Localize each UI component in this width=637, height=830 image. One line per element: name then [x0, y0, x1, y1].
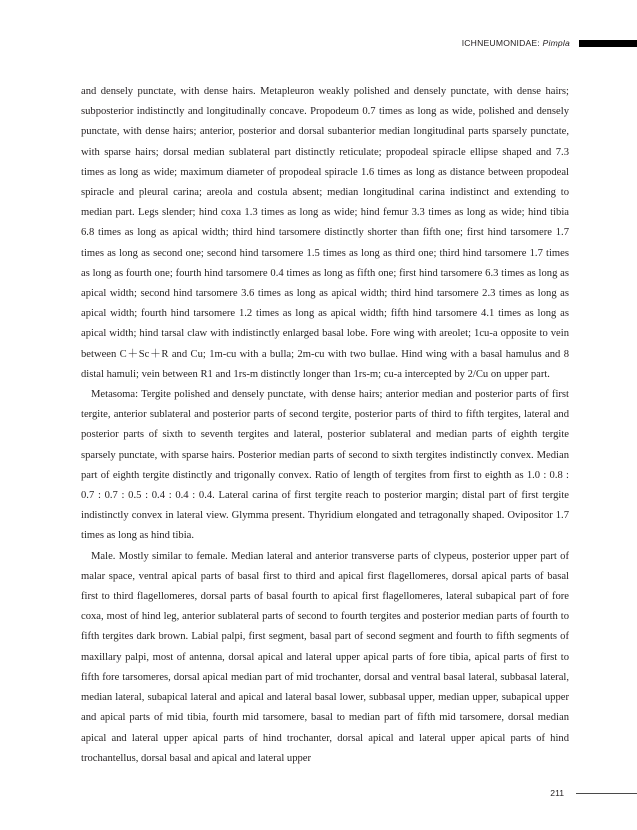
- body-text: [81, 82, 569, 769]
- header-decoration: [579, 40, 637, 47]
- footer-rule: [576, 793, 637, 794]
- paragraph-metasoma: Metasoma: Tergite polished and densely punctate, with dense hairs; anterior median and posterior parts of first tergite, anterior sublateral and posterior parts of second tergite, posterior parts of third to fifth tergites, lateral and posterior parts of sixth to seventh tergites and lateral, posterior sublateral and median parts of eighth tergite sparsely punctate, with sparse hairs. Posterior median parts of second to sixth tergites indistinctly convex. Median part of eighth tergite distinctly and trigonally convex. Ratio of length of tergites from first to eighth as 1.0 : 0.8 : 0.7 : 0.7 : 0.5 : 0.4 : 0.4 : 0.4. Lateral carina of first tergite reach to posterior margin; distal part of first tergite indistinctly convex in lateral view. Glymma present. Thyridium elongated and tetragonally shaped. Ovipositor 1.7 times as long as hind tibia.: [81, 389, 569, 542]
- running-head-genus: Pimpla: [542, 38, 570, 48]
- paragraph-male: Male. Mostly similar to female. Median lateral and anterior transverse parts of clypeus, posterior upper part of malar space, ventral apical parts of basal first to third and apical first flagellomeres, dorsal apical parts of basal first to third flagellomeres, dorsal parts of basal fourth to apical first flagellomeres, lateral subapical part of fore coxa, most of hind leg, anterior sublateral parts of second to fourth tergites and posterior median parts of fourth to fifth tergites dark brown. Labial palpi, first segment, basal part of second segment and fourth to fifth segments of maxillary palpi, most of antenna, dorsal apical and lateral upper apical parts of fore tibia, apical parts of first to fifth fore tarsomeres, dorsal apical median part of mid trochanter, dorsal and ventral basal lateral, subbasal lateral, median lateral, subapical lateral and apical and lateral basal lower, subbasal upper, median upper, subapical upper and apical parts of mid tibia, fourth mid tarsomere, basal to median part of fifth mid tarsomere, dorsal median apical and lateral upper apical parts of hind trochanter, dorsal apical and lateral upper apical parts of hind trochantellus, dorsal basal and apical and lateral upper: [81, 550, 569, 764]
- running-header: [462, 37, 637, 49]
- page-number: 211: [550, 788, 564, 798]
- page-footer: [550, 788, 637, 798]
- paragraph-continued-description: and densely punctate, with dense hairs. Metapleuron weakly polished and densely punctate, with dense hairs; subposterior indistinctly and longitudinally concave. Propodeum 0.7 times as long as wide, polished and densely punctate, with dense hairs; anterior, posterior and dorsal subanterior median longitudinal parts sparsely punctate, with sparse hairs; dorsal median sublateral part distinctly reticulate; propodeal spiracle ellipse shaped and 7.3 times as long as wide; maximum diameter of propodeal spiracle 1.6 times as long as distance between propodeal spiracle and pleural carina; areola and costula absent; median longitudinal carina indistinct and extending to median part. Legs slender; hind coxa 1.3 times as long as wide; hind femur 3.3 times as long as wide; hind tibia 6.8 times as long as apical width; third hind tarsomere distinctly shorter than fifth one; first hind tarsomere 1.7 times as long as second one; second hind tarsomere 1.5 times as long as third one; third hind tarsomere 1.7 times as long as fourth one; fourth hind tarsomere 0.4 times as long as fifth one; first hind tarsomere 6.3 times as long as apical width; second hind tarsomere 3.6 times as long as apical width; third hind tarsomere 2.3 times as long as apical width; fourth hind tarsomere 1.2 times as long as apical width; fifth hind tarsomere 4.1 times as long as apical width; hind tarsal claw with indistinctly enlarged basal lobe. Fore wing with areolet; 1cu-a opposite to vein between C＋Sc＋R and Cu; 1m-cu with a bulla; 2m-cu with two bullae. Hind wing with a basal hamulus and 8 distal hamuli; vein between R1 and 1rs-m distinctly longer than 1rs-m; cu-a intercepted by 2/Cu on upper part.: [81, 86, 569, 380]
- running-head-text: [462, 38, 570, 48]
- running-head-family: ICHNEUMONIDAE:: [461, 38, 540, 48]
- header-black-bar: [579, 40, 637, 47]
